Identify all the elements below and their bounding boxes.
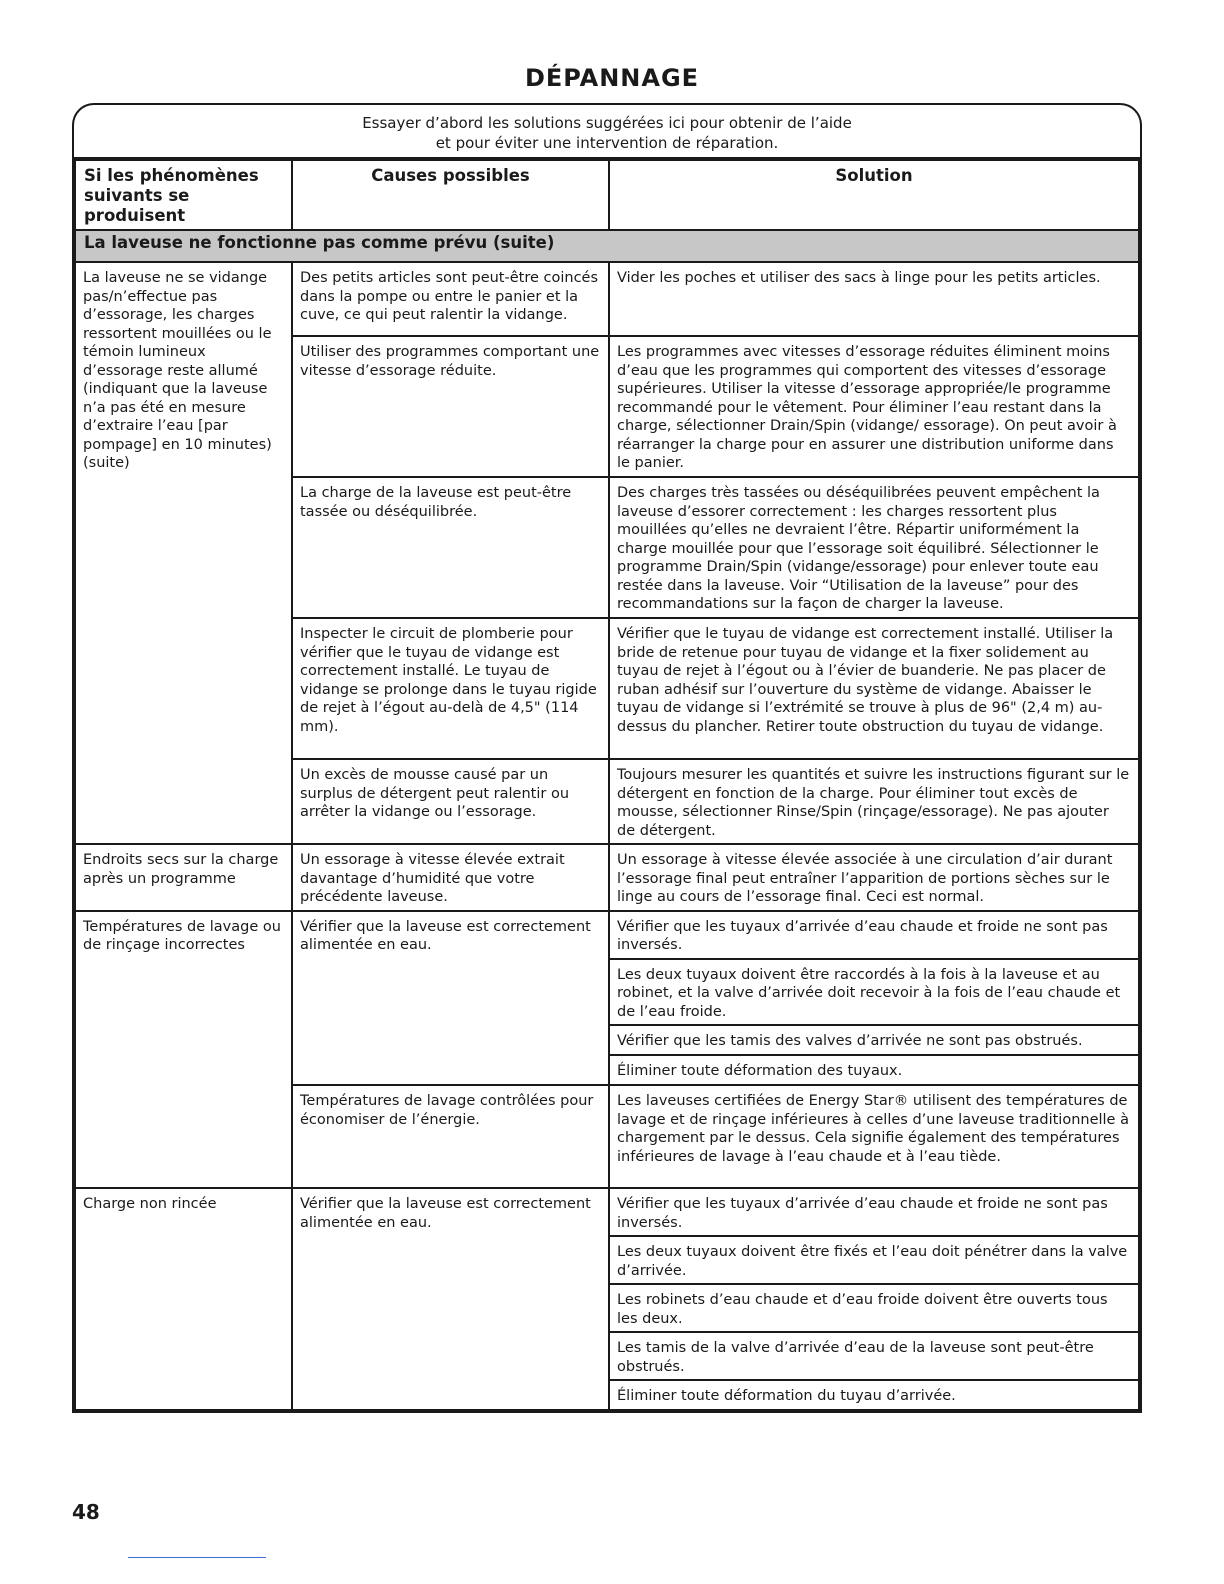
solution-cell: Les laveuses certifiées de Energy Star® utilisent des températures de lavage et de rinçage inférieures à celles d’une laveuse traditionnelle à chargement par le dessus. Cela signifie également des températures inférieures de lavage à l’eau chaude et à l’eau tiède.: [609, 1085, 1139, 1188]
table-row: [75, 1188, 1139, 1236]
solution-cell: Éliminer toute déformation des tuyaux.: [609, 1055, 1139, 1085]
cause-cell: La charge de la laveuse est peut-être tassée ou déséquilibrée.: [292, 477, 609, 618]
table-header-row: [75, 160, 1139, 230]
cause-cell: Vérifier que la laveuse est correctement alimentée en eau.: [292, 1188, 609, 1410]
footer-link-line: [128, 1557, 266, 1558]
solution-cell: Vider les poches et utiliser des sacs à linge pour les petits articles.: [609, 262, 1139, 336]
solution-cell: Les programmes avec vitesses d’essorage réduites éliminent moins d’eau que les programmes qui comportent des vitesses d’essorage supérieures. Utiliser la vitesse d’essorage appropriée/le programme recommandé pour le vêtement. Pour éliminer l’eau restant dans la charge, sélectionner Drain/Spin (vidange/ essorage). On peut avoir à réarranger la charge pour en assurer une distribution uniforme dans le panier.: [609, 336, 1139, 477]
symptom-cell: La laveuse ne se vidange pas/n’effectue pas d’essorage, les charges ressortent mouillées ou le témoin lumineux d’essorage reste allumé (indiquant que la laveuse n’a pas été en mesure d’extraire l’eau [par pompage] en 10 minutes) (suite): [75, 262, 292, 844]
table-row: [75, 844, 1139, 911]
solution-cell: Les robinets d’eau chaude et d’eau froide doivent être ouverts tous les deux.: [609, 1284, 1139, 1332]
header-symptom: Si les phénomènes suivants se produisent: [75, 160, 292, 230]
solution-cell: Des charges très tassées ou déséquilibrées peuvent empêchent la laveuse d’essorer correctement : les charges ressortent plus mouillées qu’elles ne devraient l’être. Répartir uniformément la charge mouillée pour que l’essorage soit équilibré. Sélectionner le programme Drain/Spin (vidange/essorage) pour enlever toute eau restée dans la laveuse. Voir “Utilisation de la laveuse” pour des recommandations sur la façon de charger la laveuse.: [609, 477, 1139, 618]
intro-text: [72, 113, 1142, 153]
solution-cell: Vérifier que les tuyaux d’arrivée d’eau chaude et froide ne sont pas inversés.: [609, 1188, 1139, 1236]
cause-cell: Utiliser des programmes comportant une vitesse d’essorage réduite.: [292, 336, 609, 477]
cause-cell: Inspecter le circuit de plomberie pour vérifier que le tuyau de vidange est correctement installé. Le tuyau de vidange se prolonge dans le tuyau rigide de rejet à l’égout au-delà de 4,5" (114 mm).: [292, 618, 609, 759]
solution-cell: Un essorage à vitesse élevée associée à une circulation d’air durant l’essorage final peut entraîner l’apparition de portions sèches sur le linge au cours de l’essorage final. Ceci est normal.: [609, 844, 1139, 911]
intro-line-1: Essayer d’abord les solutions suggérées ici pour obtenir de l’aide: [362, 114, 852, 132]
section-row: [75, 230, 1139, 262]
symptom-cell: Charge non rincée: [75, 1188, 292, 1410]
solution-cell: Vérifier que le tuyau de vidange est correctement installé. Utiliser la bride de retenue pour tuyau de vidange et la fixer solidement au tuyau de rejet à l’égout ou à l’évier de buanderie. Ne pas placer de ruban adhésif sur l’ouverture du système de vidange. Abaisser le tuyau de vidange si l’extrémité se trouve à plus de 96" (2,4 m) au-dessus du plancher. Retirer toute obstruction du tuyau de vidange.: [609, 618, 1139, 759]
page-title: DÉPANNAGE: [524, 64, 700, 92]
table-row: [75, 262, 1139, 336]
cause-cell: Températures de lavage contrôlées pour économiser de l’énergie.: [292, 1085, 609, 1188]
cause-cell: Un essorage à vitesse élevée extrait davantage d’humidité que votre précédente laveuse.: [292, 844, 609, 911]
section-heading: La laveuse ne fonctionne pas comme prévu (suite): [75, 230, 1139, 262]
table-row: [75, 911, 1139, 959]
intro-line-2: et pour éviter une intervention de réparation.: [435, 134, 779, 152]
solution-cell: Les deux tuyaux doivent être fixés et l’eau doit pénétrer dans la valve d’arrivée.: [609, 1236, 1139, 1284]
solution-cell: Les deux tuyaux doivent être raccordés à la fois à la laveuse et au robinet, et la valve d’arrivée doit recevoir à la fois de l’eau chaude et de l’eau froide.: [609, 959, 1139, 1026]
solution-cell: Vérifier que les tamis des valves d’arrivée ne sont pas obstrués.: [609, 1025, 1139, 1055]
header-solution: Solution: [609, 160, 1139, 230]
page-number: 48: [72, 1500, 100, 1524]
solution-cell: Toujours mesurer les quantités et suivre les instructions figurant sur le détergent en fonction de la charge. Pour éliminer tout excès de mousse, sélectionner Rinse/Spin (rinçage/essorage). Ne pas ajouter de détergent.: [609, 759, 1139, 844]
cause-cell: Des petits articles sont peut-être coincés dans la pompe ou entre le panier et la cuve, ce qui peut ralentir la vidange.: [292, 262, 609, 336]
solution-cell: Les tamis de la valve d’arrivée d’eau de la laveuse sont peut-être obstrués.: [609, 1332, 1139, 1380]
cause-cell: Un excès de mousse causé par un surplus de détergent peut ralentir ou arrêter la vidange ou l’essorage.: [292, 759, 609, 844]
header-cause: Causes possibles: [292, 160, 609, 230]
solution-cell: Vérifier que les tuyaux d’arrivée d’eau chaude et froide ne sont pas inversés.: [609, 911, 1139, 959]
troubleshooting-table: [72, 157, 1142, 1413]
cause-cell: Vérifier que la laveuse est correctement alimentée en eau.: [292, 911, 609, 1086]
solution-cell: Éliminer toute déformation du tuyau d’arrivée.: [609, 1380, 1139, 1410]
symptom-cell: Températures de lavage ou de rinçage incorrectes: [75, 911, 292, 1189]
symptom-cell: Endroits secs sur la charge après un programme: [75, 844, 292, 911]
